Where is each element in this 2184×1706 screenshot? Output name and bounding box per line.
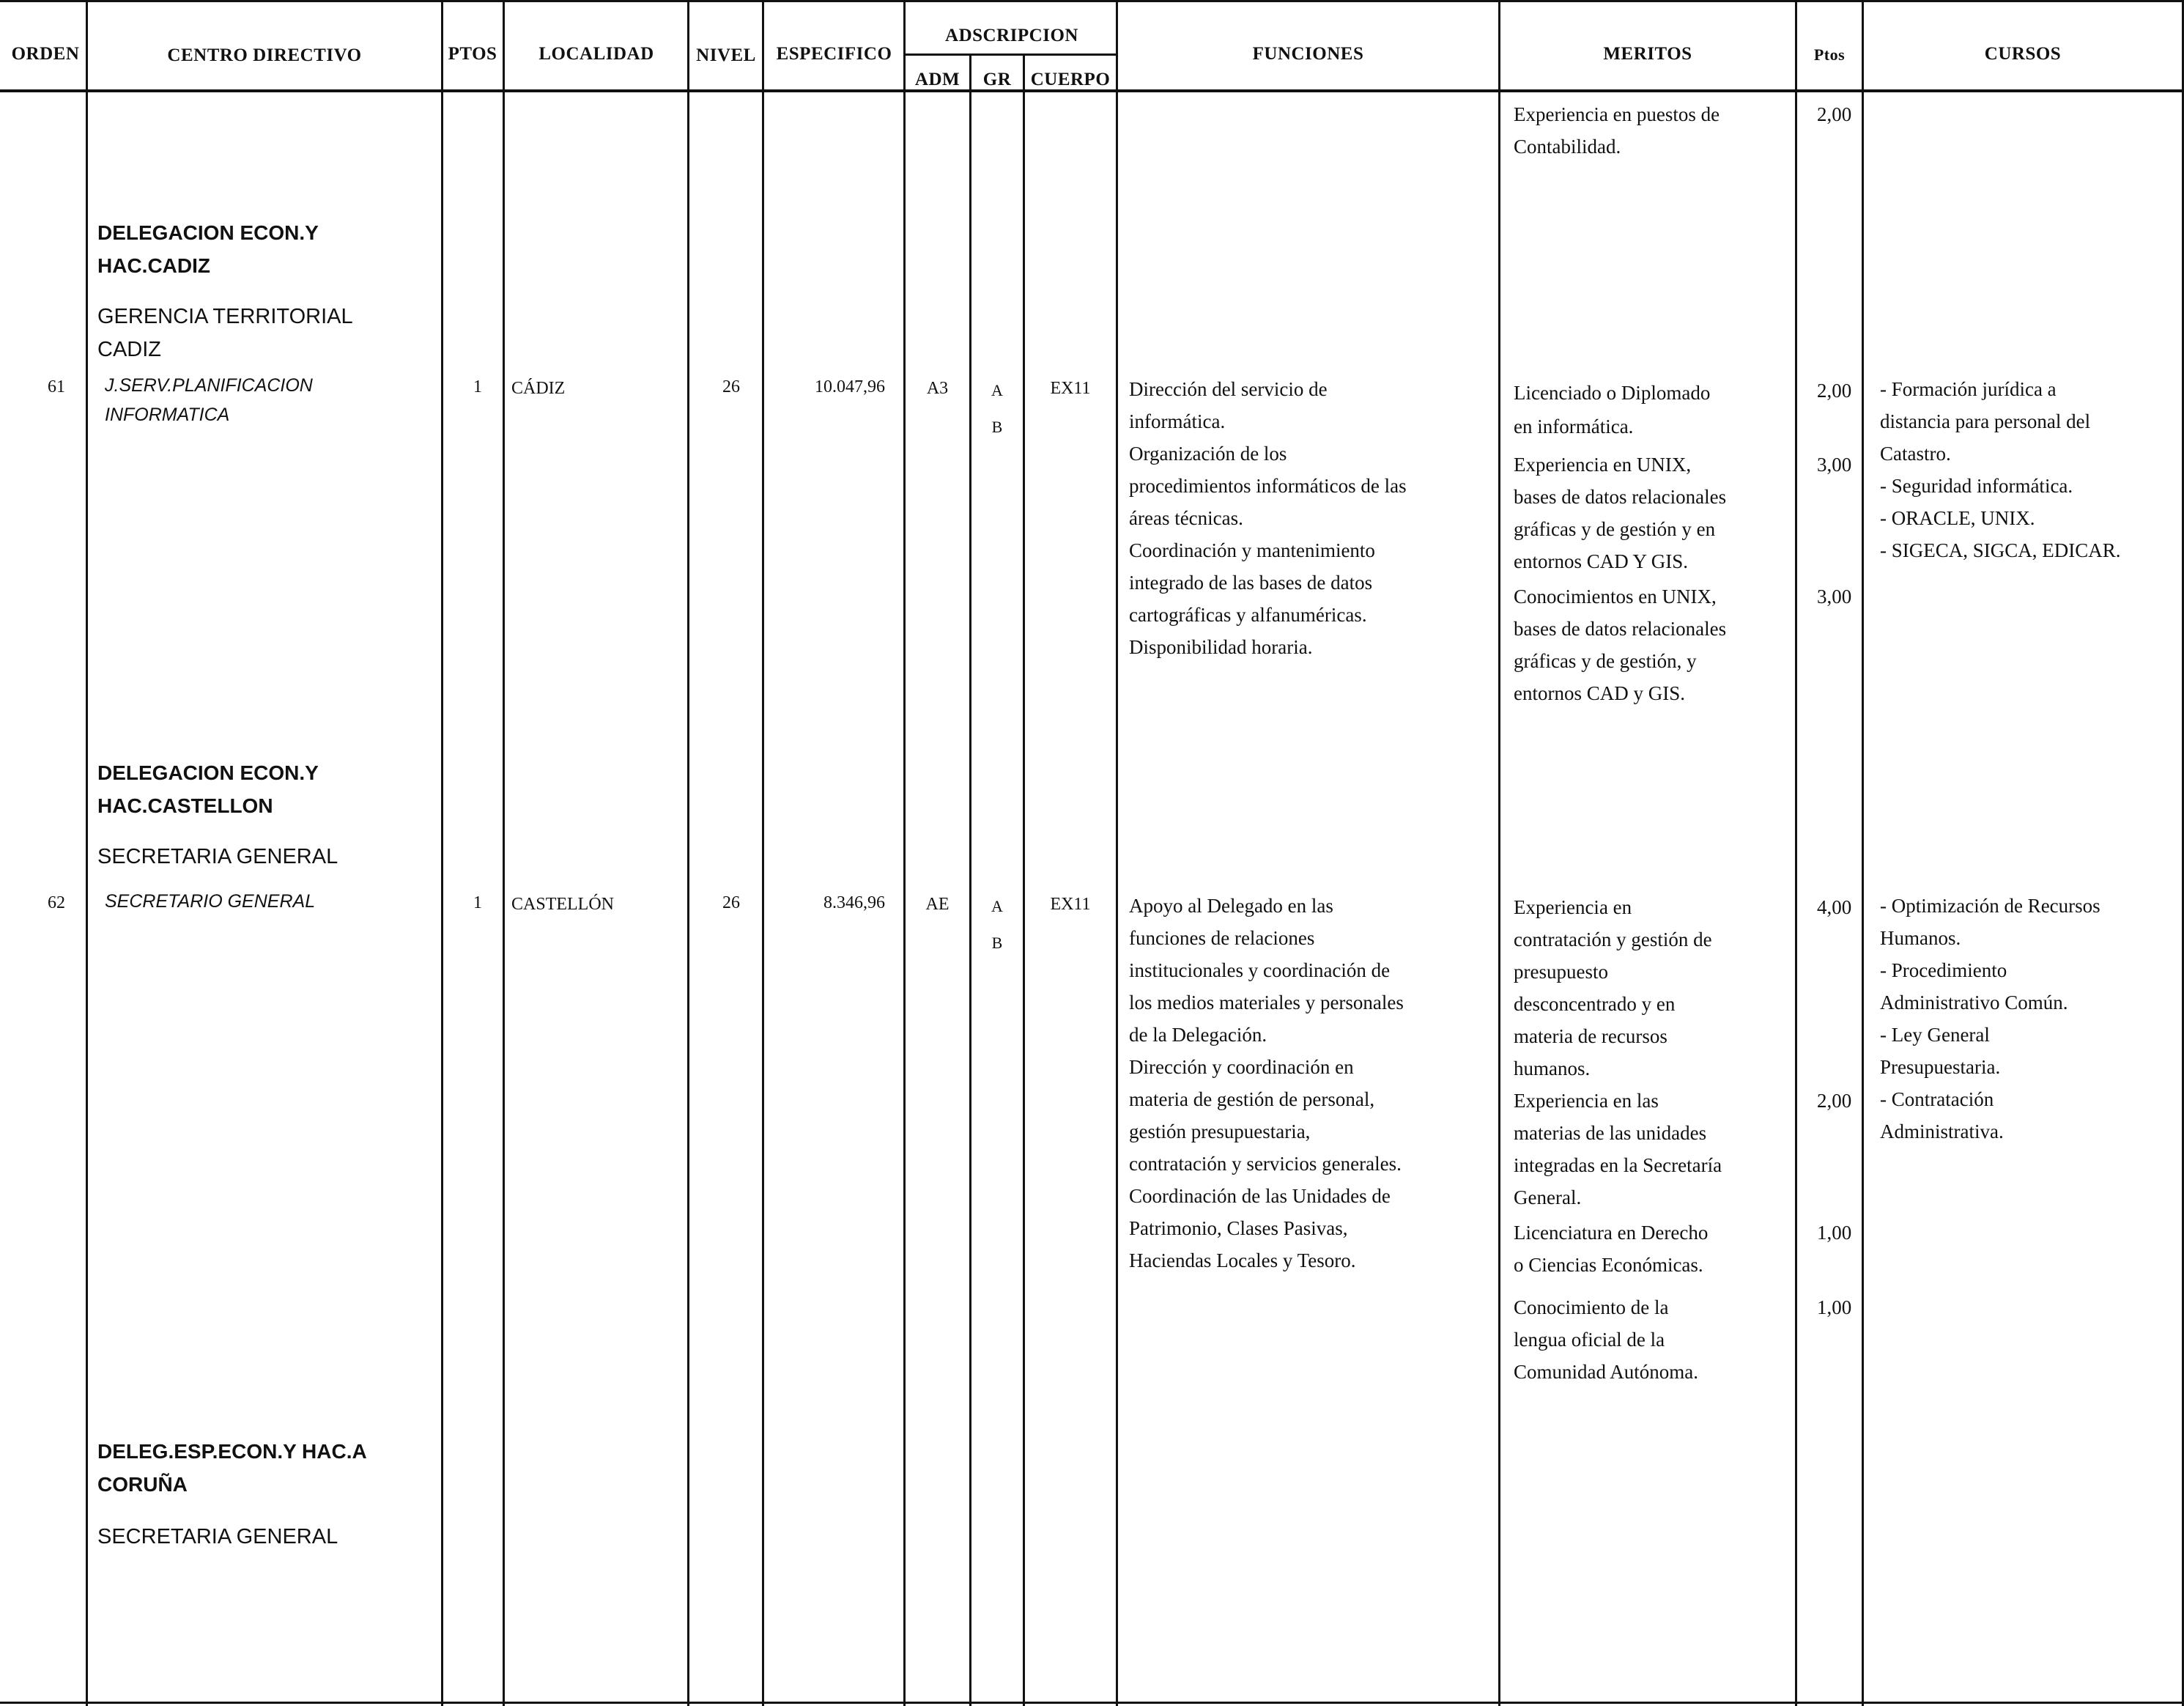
col-rule [969,53,971,1706]
header-adscripcion: ADSCRIPCION [945,26,1078,45]
delegacion-heading: DELEG.ESP.ECON.Y HAC.A CORUÑA [97,1440,367,1496]
unidad-heading: GERENCIA TERRITORIAL CADIZ [97,305,353,361]
merito-ptos: 2,00 [1817,1090,1852,1112]
funciones-text: Dirección del servicio de informática. Organización de los procedimientos informáticos de las áreas técnicas. Coordinación y mantenimiento integrado de las bases de datos cartográficas y alfanuméricas. Disponibilidad horaria. [1129,378,1407,658]
ptos-value: 1 [473,893,482,912]
col-rule [1862,0,1864,1706]
merito-ptos: 2,00 [1817,103,1852,125]
header-nivel: NIVEL [696,45,756,65]
col-rule [503,0,505,1706]
header-ptos: PTOS [448,44,497,64]
col-rule [1023,53,1025,1706]
col-rule [1498,0,1500,1706]
delegacion-heading: DELEGACION ECON.Y HAC.CASTELLON [97,761,319,817]
header-localidad: LOCALIDAD [538,44,654,64]
merito-text: Licenciatura en Derecho o Ciencias Económicas. [1514,1222,1709,1276]
merito-ptos: 2,00 [1817,380,1852,402]
header-cuerpo: CUERPO [1030,70,1111,89]
puesto-name: SECRETARIO GENERAL [105,891,316,912]
header-meritos: MERITOS [1603,44,1692,64]
cursos-text: - Optimización de Recursos Humanos. - Procedimiento Administrativo Común. - Ley General Presupuestaria. - Contratación Administrativa. [1880,895,2100,1142]
merito-text: Conocimiento de la lengua oficial de la Comunidad Autónoma. [1514,1296,1698,1383]
merito-text: Conocimientos en UNIX, bases de datos relacionales gráficas y de gestión, y entornos CAD y GIS. [1514,586,1727,704]
ptos-value: 1 [473,377,482,396]
merito-ptos: 1,00 [1817,1222,1852,1244]
unidad-heading: SECRETARIA GENERAL [97,1525,338,1548]
merito-ptos: 4,00 [1817,896,1852,918]
funciones-text: Apoyo al Delegado en las funciones de relaciones institucionales y coordinación de los medios materiales y personales de la Delegación. Dirección y coordinación en materia de gestión de personal, gestión presupuestaria, contratación y servicios generales. Coordinación de las Unidades de Patrimonio, Clases Pasivas, Haciendas Locales y Tesoro. [1129,895,1404,1271]
adm-value: A3 [926,379,949,398]
cuerpo-value: EX11 [1050,895,1091,914]
orden-number: 61 [48,377,65,396]
header-top-rule [0,0,2184,2]
orden-number: 62 [48,893,65,912]
page-bottom-rule [0,1702,2184,1704]
header-adm: ADM [914,70,960,89]
gr-value: A B [991,897,1003,952]
puesto-name: J.SERV.PLANIFICACION INFORMATICA [105,375,313,425]
delegacion-heading: DELEGACION ECON.Y HAC.CADIZ [97,221,319,277]
merito-text: Experiencia en puestos de Contabilidad. [1514,103,1720,158]
gr-value: A B [991,381,1003,436]
nivel-value: 26 [722,893,740,912]
cursos-text: - Formación jurídica a distancia para personal del Catastro. - Seguridad informática. - ORACLE, UNIX. - SIGECA, SIGCA, EDICAR. [1880,378,2121,561]
localidad-value: CASTELLÓN [511,895,614,914]
merito-ptos: 3,00 [1817,454,1852,476]
unidad-heading: SECRETARIA GENERAL [97,845,338,868]
header-especifico: ESPECIFICO [776,44,892,64]
col-rule [687,0,689,1706]
merito-ptos: 3,00 [1817,586,1852,608]
localidad-value: CÁDIZ [511,379,566,398]
col-rule [1116,0,1118,1706]
nivel-value: 26 [722,377,740,396]
header-funciones: FUNCIONES [1252,44,1364,64]
col-rule [441,0,443,1706]
header-centro-directivo: CENTRO DIRECTIVO [167,45,362,65]
header-cursos: CURSOS [1984,44,2062,64]
especifico-value: 10.047,96 [815,377,885,396]
col-rule [86,0,88,1706]
col-rule [762,0,764,1706]
adm-value: AE [925,895,950,914]
merito-text: Experiencia en las materias de las unidades integradas en la Secretaría General. [1514,1090,1722,1208]
merito-text: Experiencia en contratación y gestión de presupuesto desconcentrado y en materia de recursos humanos. [1514,896,1712,1079]
header-ptos-meritos: Ptos [1813,45,1846,64]
col-rule [903,0,906,1706]
especifico-value: 8.346,96 [823,893,885,912]
cuerpo-value: EX11 [1050,379,1091,398]
col-rule [1795,0,1797,1706]
merito-text: Licenciado o Diplomado en informática. [1514,382,1711,437]
header-gr: GR [982,70,1012,89]
header-orden: ORDEN [11,44,80,64]
adscripcion-rule [903,53,1118,56]
merito-text: Experiencia en UNIX, bases de datos relacionales gráficas y de gestión y en entornos CAD Y GIS. [1514,454,1727,572]
merito-ptos: 1,00 [1817,1296,1852,1318]
